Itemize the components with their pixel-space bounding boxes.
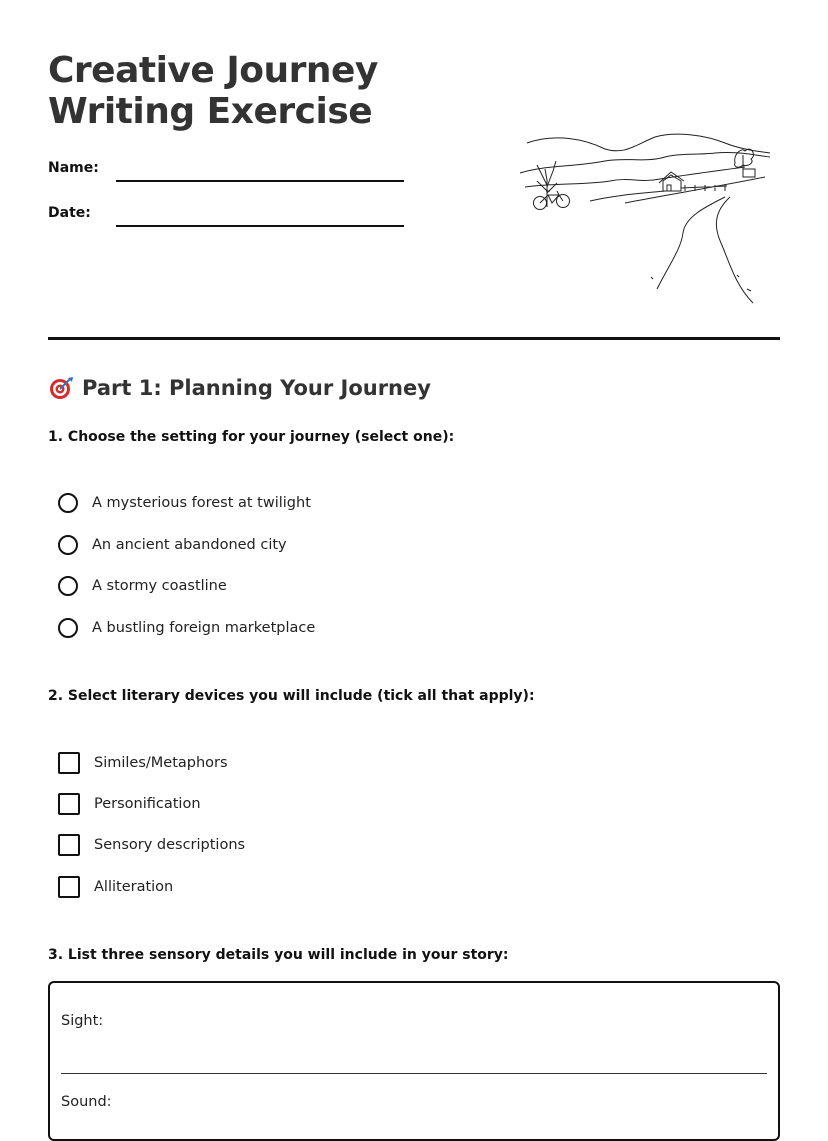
checkbox[interactable] — [58, 793, 80, 815]
checkbox[interactable] — [58, 834, 80, 856]
setting-option-label: A stormy coastline — [92, 578, 227, 594]
device-option[interactable] — [58, 833, 245, 857]
setting-option-label: An ancient abandoned city — [92, 537, 287, 553]
radio-button[interactable] — [58, 535, 78, 555]
device-option-label: Similes/Metaphors — [94, 755, 228, 771]
setting-option-label: A bustling foreign marketplace — [92, 620, 316, 636]
question-2-label: 2. Select literary devices you will include (tick all that apply): — [48, 688, 535, 704]
setting-option[interactable] — [58, 574, 227, 598]
device-option-label: Sensory descriptions — [94, 837, 246, 853]
title-line-1: Creative Journey — [48, 50, 378, 91]
sight-label: Sight: — [61, 1013, 104, 1029]
checkbox[interactable] — [58, 876, 80, 898]
part1-heading — [48, 375, 431, 401]
date-field[interactable] — [116, 225, 404, 227]
date-label: Date: — [48, 205, 91, 221]
question-1-label: 1. Choose the setting for your journey (select one): — [48, 429, 455, 445]
checkbox[interactable] — [58, 752, 80, 774]
setting-option[interactable] — [58, 491, 311, 515]
title-line-2: Writing Exercise — [48, 91, 373, 132]
device-option[interactable] — [58, 792, 201, 816]
radio-button[interactable] — [58, 576, 78, 596]
sound-label: Sound: — [61, 1094, 112, 1110]
setting-option[interactable] — [58, 533, 287, 557]
part1-title: Part 1: Planning Your Journey — [82, 376, 431, 400]
setting-option-label: A mysterious forest at twilight — [92, 495, 311, 511]
device-option-label: Alliteration — [94, 879, 174, 895]
landscape-sketch-icon — [515, 125, 777, 310]
device-option[interactable] — [58, 751, 228, 775]
radio-button[interactable] — [58, 493, 78, 513]
name-field[interactable] — [116, 180, 404, 182]
section-divider — [48, 337, 780, 340]
device-option-label: Personification — [94, 796, 201, 812]
setting-option[interactable] — [58, 616, 315, 640]
sight-answer-line[interactable] — [61, 1073, 767, 1074]
device-option[interactable] — [58, 875, 173, 899]
sensory-details-box — [48, 981, 780, 1141]
worksheet-title — [48, 50, 378, 132]
radio-button[interactable] — [58, 618, 78, 638]
name-label: Name: — [48, 160, 99, 176]
target-emoji-icon — [48, 375, 74, 401]
question-3-label: 3. List three sensory details you will include in your story: — [48, 947, 509, 963]
